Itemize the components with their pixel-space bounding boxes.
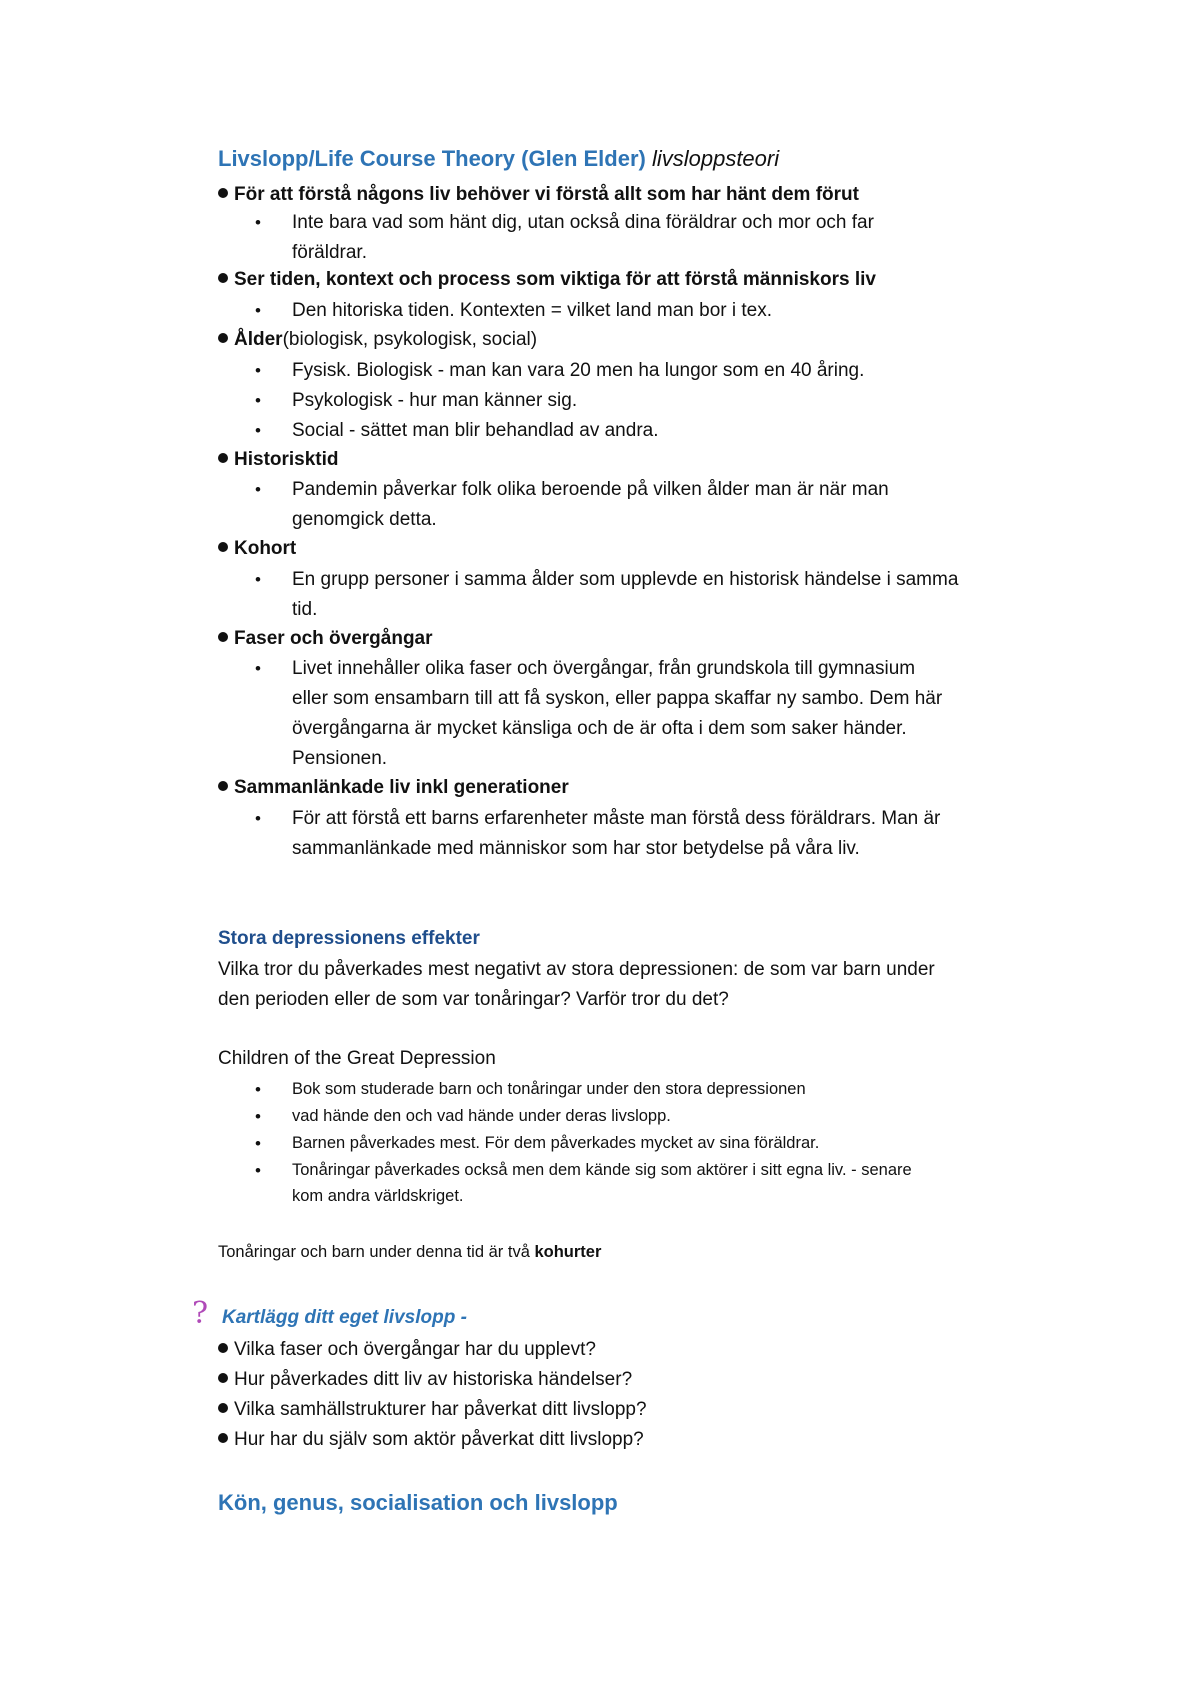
title-italic: livsloppsteori: [651, 146, 780, 171]
bullet-dot: [218, 333, 228, 343]
bullet-icon: •: [255, 659, 261, 678]
bullet-icon: •: [255, 570, 261, 589]
section-heading: Ålder(biologisk, psykologisk, social): [218, 326, 537, 354]
bullet-dot: [218, 632, 228, 642]
list-item: • För att förstå ett barns erfarenheter måste man förstå dess föräldrars. Man är: [292, 804, 1072, 834]
section-heading: Kohort: [218, 535, 296, 563]
bullet-dot: [218, 1373, 228, 1383]
depression-heading: Stora depressionens effekter: [218, 928, 480, 949]
list-item: • En grupp personer i samma ålder som upplevde en historisk händelse i samma: [292, 565, 1072, 595]
section-heading: För att förstå någons liv behöver vi förstå allt som har hänt dem förut: [218, 181, 859, 209]
list-item-continued: föräldrar.: [292, 242, 367, 263]
list-item: • vad hände den och vad hände under deras livslopp.: [292, 1104, 1072, 1129]
list-item: • Bok som studerade barn och tonåringar under den stora depressionen: [292, 1077, 1072, 1102]
book-title: Children of the Great Depression: [218, 1048, 496, 1069]
bullet-icon: •: [255, 1080, 261, 1099]
bullet-dot: [218, 1433, 228, 1443]
bullet-dot: [218, 453, 228, 463]
list-item: • Livet innehåller olika faser och övergångar, från grundskola till gymnasium: [292, 654, 1072, 684]
list-item-continued: kom andra världskriget.: [292, 1187, 464, 1205]
bullet-dot: [218, 1403, 228, 1413]
section-heading: Historisktid: [218, 446, 339, 474]
question-mark-icon: ?: [192, 1296, 209, 1331]
list-item-continued: eller som ensambarn till att få syskon, eller pappa skaffar ny sambo. Dem här: [292, 688, 943, 709]
list-item: • Social - sättet man blir behandlad av andra.: [292, 416, 1072, 446]
bullet-icon: •: [255, 301, 261, 320]
map-heading: Kartlägg ditt eget livslopp -: [222, 1307, 467, 1328]
page-title: [218, 146, 1118, 172]
bullet-icon: •: [255, 809, 261, 828]
bullet-icon: •: [255, 480, 261, 499]
bullet-icon: •: [255, 391, 261, 410]
list-item: • Pandemin påverkar folk olika beroende på vilken ålder man är när man: [292, 475, 1072, 505]
final-heading: Kön, genus, socialisation och livslopp: [218, 1490, 618, 1515]
section-heading: Faser och övergångar: [218, 625, 433, 653]
title-main: Livslopp/Life Course Theory (Glen Elder): [218, 146, 652, 171]
bullet-dot: [218, 188, 228, 198]
map-question: Vilka faser och övergångar har du upplevt?: [218, 1336, 596, 1364]
section-heading: Ser tiden, kontext och process som viktiga för att förstå människors liv: [218, 266, 876, 294]
list-item: • Den hitoriska tiden. Kontexten = vilket land man bor i tex.: [292, 296, 1072, 326]
list-item: • Inte bara vad som hänt dig, utan också dina föräldrar och mor och far: [292, 208, 1072, 238]
bullet-icon: •: [255, 1107, 261, 1126]
list-item-continued: sammanlänkade med människor som har stor betydelse på våra liv.: [292, 838, 860, 859]
list-item-continued: genomgick detta.: [292, 509, 437, 530]
section-heading: Sammanlänkade liv inkl generationer: [218, 774, 569, 802]
bullet-dot: [218, 542, 228, 552]
bullet-dot: [218, 273, 228, 283]
bullet-icon: •: [255, 421, 261, 440]
list-item: • Barnen påverkades mest. För dem påverkades mycket av sina föräldrar.: [292, 1131, 1072, 1156]
list-item: • Psykologisk - hur man känner sig.: [292, 386, 1072, 416]
list-item: • Tonåringar påverkades också men dem kände sig som aktörer i sitt egna liv. - senare: [292, 1158, 1072, 1183]
list-item-continued: Pensionen.: [292, 748, 388, 769]
bullet-icon: •: [255, 1161, 261, 1180]
bullet-icon: •: [255, 361, 261, 380]
list-item-continued: övergångarna är mycket känsliga och de är ofta i dem som saker händer.: [292, 718, 907, 739]
map-question: Vilka samhällstrukturer har påverkat ditt livslopp?: [218, 1396, 647, 1424]
bullet-icon: •: [255, 213, 261, 232]
map-question: Hur har du själv som aktör påverkat ditt livslopp?: [218, 1426, 644, 1454]
bullet-dot: [218, 781, 228, 791]
map-question: Hur påverkades ditt liv av historiska händelser?: [218, 1366, 632, 1394]
list-item: • Fysisk. Biologisk - man kan vara 20 men ha lungor som en 40 åring.: [292, 356, 1072, 386]
bullet-dot: [218, 1343, 228, 1353]
bullet-icon: •: [255, 1134, 261, 1153]
depression-summary: Tonåringar och barn under denna tid är två kohurter: [218, 1243, 602, 1261]
depression-question-continued: den perioden eller de som var tonåringar? Varför tror du det?: [218, 989, 729, 1010]
depression-question: Vilka tror du påverkades mest negativt av stora depressionen: de som var barn under: [218, 959, 935, 980]
list-item-continued: tid.: [292, 599, 318, 620]
